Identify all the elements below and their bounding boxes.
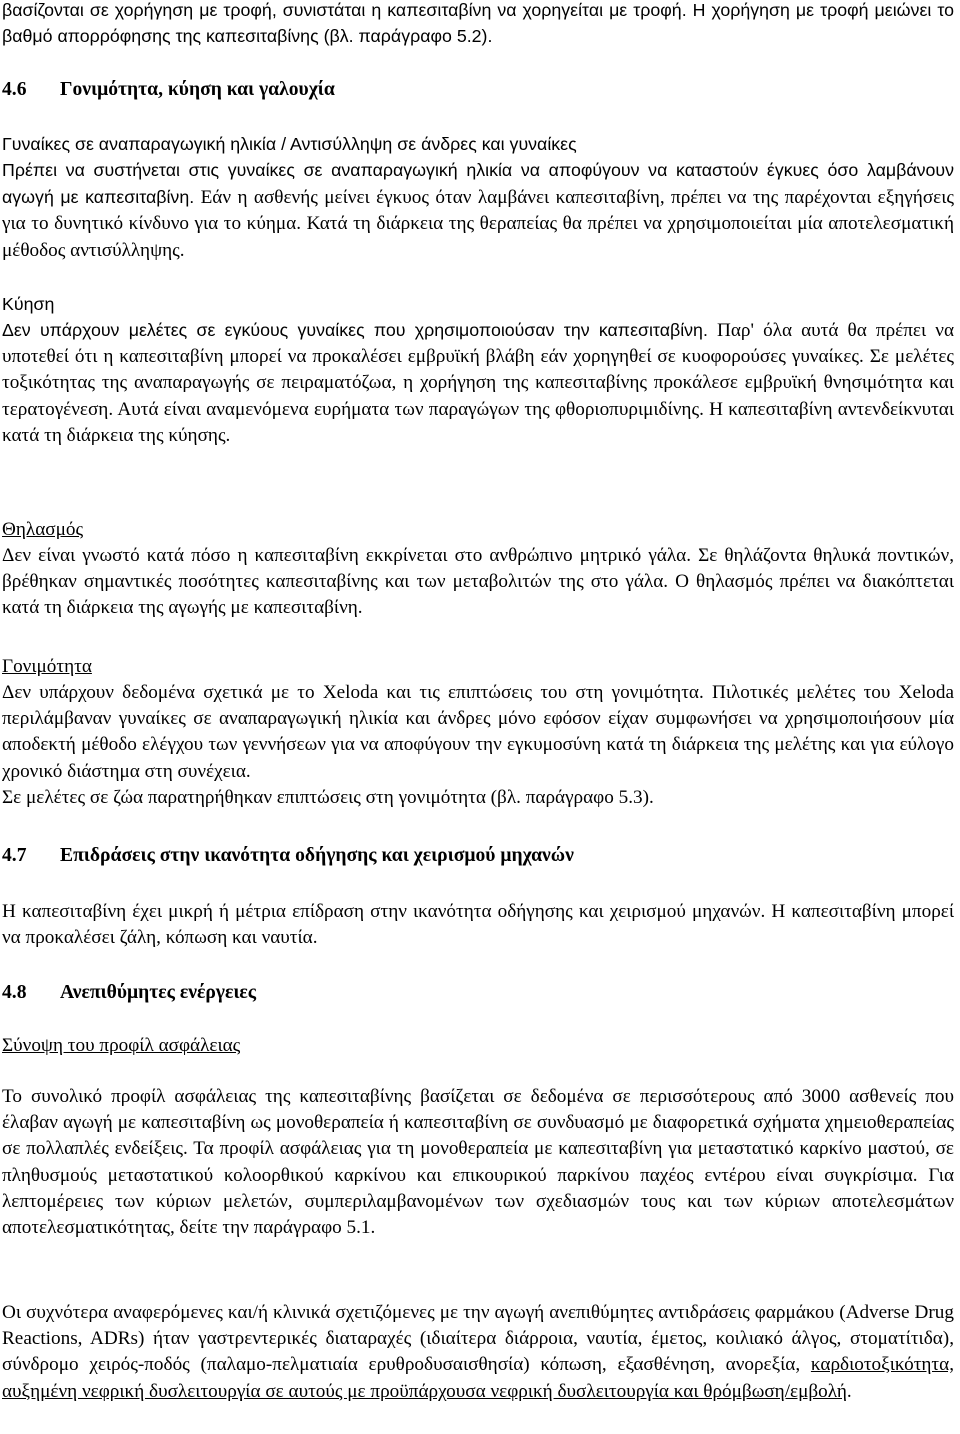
driving-paragraph: Η καπεσιταβίνη έχει μικρή ή μέτρια επίδραση στην ικανότητα οδήγησης και χειρισμού μηχανών. Η καπεσιταβίνη μπορεί να προκαλέσει ζάλη, κόπωση και ναυτία. <box>2 901 954 949</box>
section-4-8-heading <box>2 980 954 1006</box>
fertility-paragraph: Δεν υπάρχουν δεδομένα σχετικά με το Xeloda και τις επιπτώσεις του στη γονιμότητα. Πιλοτικές μελέτες του Xeloda περιλάμβαναν γυναίκες σε αναπαραγωγική ηλικία και άνδρες μόνο εφόσον είχαν συμφωνήσει να χρησιμοποιήσουν μία αποδεκτή μέθοδο ελέγχου των γεννήσεων για να αποφύγουν την εγκυμοσύνη κατά τη διάρκεια της μελέτης και για εύλογο χρονικό διάστημα στη συνέχεια. <box>2 682 954 782</box>
intro-text: βασίζονται σε χορήγηση με τροφή, συνιστάται η καπεσιταβίνη να χορηγείται με τροφή. Η χορήγηση με τροφή μειώνει το βαθμό απορρόφησης της καπεσιταβίνης (βλ. παράγραφο 5.2). <box>2 0 954 47</box>
fertility-paragraph-2: Σε μελέτες σε ζώα παρατηρήθηκαν επιπτώσεις στη γονιμότητα (βλ. παράγραφο 5.3). <box>2 787 654 808</box>
safety-summary-heading: Σύνοψη του προφίλ ασφάλειας <box>2 1035 241 1056</box>
lactation-paragraph: Δεν είναι γνωστό κατά πόσο η καπεσιταβίνη εκκρίνεται στο ανθρώπινο μητρικό γάλα. Σε θηλάζοντα θηλυκά ποντικών, βρέθηκαν σημαντικές ποσότητες καπεσιταβίνης και των μεταβολιτών της στο γάλα. Ο θηλασμός πρέπει να διακόπτεται κατά τη διάρκεια της αγωγής με καπεσιταβίνη. <box>2 545 954 619</box>
section-title: Επιδράσεις στην ικανότητα οδήγησης και χειρισμού μηχανών <box>60 845 574 866</box>
section-number: 4.6 <box>2 79 27 100</box>
section-title: Ανεπιθύμητες ενέργειες <box>60 982 257 1003</box>
document-page <box>2 0 954 1434</box>
contraception-text-sans: Πρέπει να συστήνεται στις γυναίκες σε αναπαραγωγική ηλικία να αποφύγουν να καταστούν έγκυες όσο λαμβάνουν αγωγή με καπεσιταβίνη. <box>2 160 954 208</box>
contraception-paragraph <box>2 157 954 264</box>
contraception-text: Εάν η ασθενής μείνει έγκυος όταν λαμβάνει καπεσιταβίνη, πρέπει να της παρέχονται εξηγήσεις για το δυνητικό κίνδυνο για το κύημα. Κατά τη διάρκεια της θεραπείας θα πρέπει να χρησιμοποιείται μία αποτελεσματική μέθοδος αντισύλληψης. <box>2 187 954 261</box>
pregnancy-heading: Κύηση <box>2 294 55 314</box>
lactation-heading: Θηλασμός <box>2 519 84 540</box>
intro-paragraph <box>2 0 954 49</box>
adr-underlined-text: καρδιοτοξικότητα, αυξημένη νεφρική δυσλειτουργία σε αυτούς με προϋπάρχουσα νεφρική δυσλειτουργία και θρόμβωση/εμβολή <box>2 1354 954 1402</box>
section-4-7-heading <box>2 843 954 869</box>
adr-end: . <box>846 1380 852 1402</box>
safety-summary-paragraph: Το συνολικό προφίλ ασφάλειας της καπεσιταβίνης βασίζεται σε δεδομένα σε περισσότερους από 3000 ασθενείς που έλαβαν αγωγή με καπεσιταβίνη ως μονοθεραπεία ή καπεσιταβίνη σε συνδυασμό με διαφορετικά σχήματα χημειοθεραπείας σε πολλαπλές ενδείξεις. Τα προφίλ ασφάλειας για τη μονοθεραπεία με καπεσιταβίνη για μεταστατικό καρκίνο μαστού, σε πληθυσμούς μεταστατικού κολοορθικού καρκίνου και επικουρικού παρκίνου παχέος εντέρου είναι συγκρίσιμα. Για λεπτομέρειες των κύριων μελετών, συμπεριλαμβανομένων των σχεδιασμών τους και των κύριων αποτελεσμάτων αποτελεσματικότητας, δείτε την παράγραφο 5.1. <box>2 1086 954 1239</box>
section-4-6-heading <box>2 77 954 103</box>
fertility-heading: Γονιμότητα <box>2 656 92 677</box>
adr-paragraph <box>2 1300 954 1405</box>
section-number: 4.7 <box>2 845 27 866</box>
section-title: Γονιμότητα, κύηση και γαλουχία <box>60 79 335 100</box>
contraception-heading: Γυναίκες σε αναπαραγωγική ηλικία / Αντισύλληψη σε άνδρες και γυναίκες <box>2 134 577 154</box>
pregnancy-text-sans: Δεν υπάρχουν μελέτες σε εγκύους γυναίκες που χρησιμοποιούσαν την καπεσιταβίνη. <box>2 320 708 340</box>
pregnancy-text: Παρ' όλα αυτά θα πρέπει να υποτεθεί ότι η καπεσιταβίνη μπορεί να προκαλέσει εμβρυϊκή βλάβη εάν χορηγηθεί σε κυοφορούσες γυναίκες. Σε μελέτες τοξικότητας της αναπαραγωγής σε πειραματόζωα, η χορήγηση της καπεσιταβίνης προκάλεσε εμβρυϊκή θνησιμότητα και τερατογένεση. Αυτά είναι αναμενόμενα ευρήματα των παραγώγων της φθοριοπυριμιδίνης. Η καπεσιταβίνη αντενδείκνυται κατά τη διάρκεια της κύησης. <box>2 320 954 446</box>
section-number: 4.8 <box>2 982 27 1003</box>
adr-text: Οι συχνότερα αναφερόμενες και/ή κλινικά σχετιζόμενες με την αγωγή ανεπιθύμητες αντιδράσεις φαρμάκου (Adverse Drug Reactions, ADRs) ήταν γαστρεντερικές διαταραχές (ιδιαίτερα διάρροια, ναυτία, έμετος, κοιλιακό άλγος, στοματίτιδα), σύνδρομο χειρός-ποδός (παλαμο-πελματιαία ερυθροδυσαισθησία) κόπωση, εξασθένηση, ανορεξία, <box>2 1302 954 1376</box>
pregnancy-paragraph <box>2 317 954 449</box>
